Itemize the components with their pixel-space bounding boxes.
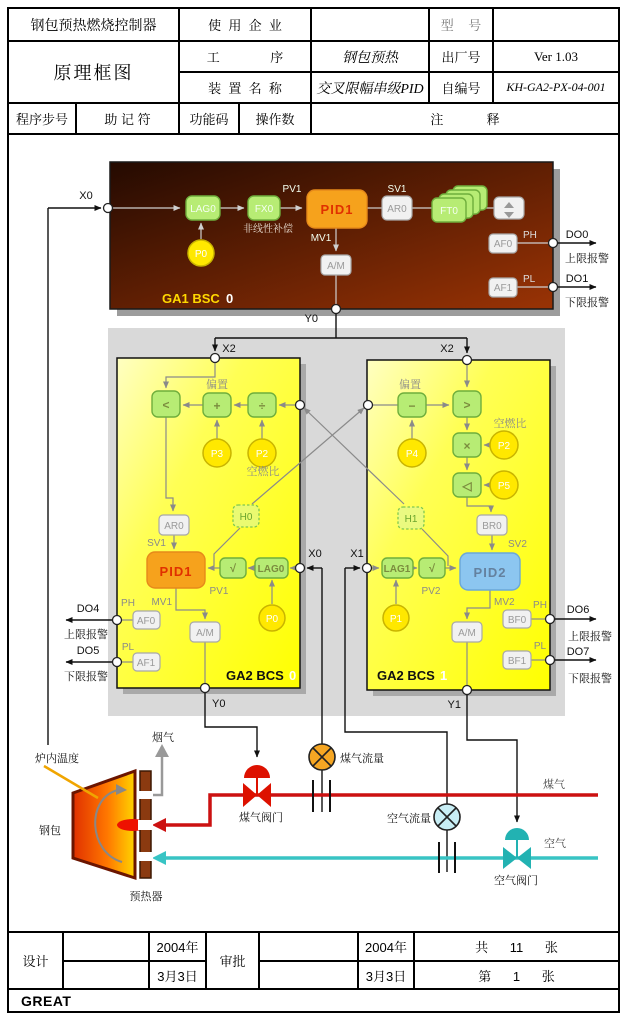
- am-label: A/M: [458, 628, 476, 639]
- bcs0-tag-num: 0: [289, 668, 297, 683]
- bias-label: 偏置: [399, 379, 421, 391]
- approve-name-cell: [260, 933, 359, 962]
- enterprise-label: 使 用 企 业: [180, 9, 312, 42]
- p0-label: P0: [265, 614, 279, 625]
- do1-note: 下限报警: [565, 297, 609, 309]
- p2-label: P2: [497, 441, 511, 452]
- x1-mid-label: X1: [350, 548, 364, 560]
- col-step: 程序步号: [9, 104, 77, 135]
- device-label: 装 置 名 称: [180, 73, 312, 104]
- bcs1-tag-num: 1: [440, 668, 448, 683]
- mv1-label: MV1: [310, 233, 332, 244]
- bf1-label: BF1: [507, 656, 527, 667]
- p4-label: P4: [405, 449, 419, 460]
- pl-label: PL: [533, 641, 547, 652]
- bcs0-tag: GA2 BCS: [226, 668, 284, 683]
- process-label: 工 序: [180, 42, 312, 73]
- af0-label: AF0: [493, 239, 513, 250]
- do6-label: DO6: [566, 604, 590, 616]
- lag0-label: LAG0: [190, 204, 216, 215]
- gas-label: 煤气: [543, 779, 565, 791]
- add-glyph: +: [213, 399, 221, 413]
- temp-pointer-line: [44, 766, 98, 798]
- low-select-glyph: <: [162, 398, 170, 412]
- h0-label: H0: [239, 512, 253, 523]
- approve-name-cell2: [260, 962, 359, 988]
- mv2-label: MV2: [494, 597, 515, 608]
- ar0-label: AR0: [164, 521, 184, 532]
- pl-label: PL: [523, 274, 536, 285]
- product-title: 钢包预热燃烧控制器: [9, 9, 180, 42]
- x0-top-label: X0: [79, 190, 93, 202]
- x0-mid-label: X0: [308, 548, 322, 560]
- ar0-label: AR0: [387, 204, 407, 215]
- ratio-label: 空燃比: [493, 418, 527, 430]
- fx0-note: 非线性补偿: [243, 224, 293, 235]
- ph-label: PH: [533, 600, 547, 611]
- ph-label: PH: [523, 230, 537, 241]
- air-label: 空气: [544, 838, 566, 850]
- flue-line: [151, 755, 162, 795]
- bsc-tag: GA1 BSC: [162, 291, 220, 306]
- process-value: 钢包预热: [312, 42, 430, 73]
- air-valve-label: 空气阀门: [494, 875, 538, 887]
- col-operand: 操作数: [240, 104, 312, 135]
- p2-label: P2: [255, 449, 269, 460]
- device-value: 交叉限幅串级PID: [312, 73, 430, 104]
- ratio-label: 空燃比: [246, 466, 280, 478]
- flue-port: [138, 791, 153, 799]
- x2-left-label: X2: [222, 343, 236, 355]
- p3-label: P3: [210, 449, 224, 460]
- gas-pipe-arrow-icon: [152, 818, 166, 832]
- preheater-label: 预热器: [129, 891, 163, 903]
- do4-label: DO4: [76, 603, 100, 615]
- gas-valve: [243, 765, 271, 807]
- ft0-label: FT0: [440, 206, 458, 217]
- x2-right-label: X2: [440, 343, 454, 355]
- do5-note: 下限报警: [64, 671, 108, 683]
- do7-label: DO7: [566, 646, 590, 658]
- do6-note: 上限报警: [568, 631, 612, 643]
- af0-label: AF0: [136, 616, 156, 627]
- pl-label: PL: [121, 642, 135, 653]
- sqrt-glyph: √: [428, 563, 436, 575]
- air-flow-meter: [434, 804, 460, 830]
- sheets-total: 共 11 张: [415, 933, 618, 962]
- model-value: [494, 9, 618, 42]
- gas-flow-meter: [309, 744, 335, 770]
- bcs1-tag: GA2 BCS: [377, 668, 435, 683]
- am-label: A/M: [327, 261, 345, 272]
- gas-port: [138, 820, 153, 830]
- pid1-label: PID1: [159, 564, 193, 579]
- flue-label: 烟气: [152, 732, 174, 744]
- p1-label: P1: [389, 614, 403, 625]
- do0-label: DO0: [565, 229, 589, 241]
- furnace-temp-label: 炉内温度: [35, 753, 79, 765]
- bsc-ga1-block: [110, 162, 560, 316]
- y0-bot-label: Y0: [212, 698, 226, 710]
- bsc-body: [110, 162, 553, 309]
- approve-year: 2004年: [359, 933, 415, 962]
- sv1-label: SV1: [147, 538, 166, 549]
- multiply-glyph: ×: [463, 439, 471, 453]
- mv1-label: MV1: [151, 597, 172, 608]
- setter-block: [494, 197, 524, 219]
- col-funccode: 功能码: [180, 104, 240, 135]
- bsc-tag-num: 0: [226, 291, 234, 306]
- h1-label: H1: [404, 514, 418, 525]
- serial-label: 自编号: [430, 73, 494, 104]
- col-mnemonic: 助 记 符: [77, 104, 180, 135]
- serial-value: KH-GA2-PX-04-001: [494, 73, 618, 104]
- pv1-label: PV1: [209, 586, 229, 597]
- fx0-label: FX0: [254, 204, 274, 215]
- sv2-label: SV2: [508, 539, 527, 550]
- af1-label: AF1: [136, 658, 156, 669]
- doc-title: 原理框图: [9, 42, 180, 104]
- ph-label: PH: [121, 598, 135, 609]
- plant-area: [44, 744, 598, 878]
- br0-label: BR0: [482, 521, 502, 532]
- approve-label: 审批: [207, 933, 260, 988]
- do7-note: 下限报警: [568, 673, 612, 685]
- factory-no-label: 出厂号: [430, 42, 494, 73]
- design-name-cell: [64, 933, 150, 962]
- high-select-glyph: >: [463, 398, 471, 412]
- y1-bot-label: Y1: [447, 699, 461, 711]
- pid2-label: PID2: [473, 565, 507, 580]
- do4-note: 上限报警: [64, 629, 108, 641]
- pv1-label: PV1: [282, 184, 302, 195]
- air-port: [138, 852, 153, 861]
- design-day: 3月3日: [150, 962, 207, 988]
- do0-note: 上限报警: [565, 253, 609, 265]
- y0-top-label: Y0: [304, 313, 318, 325]
- gas-pipe: [165, 795, 598, 825]
- bf0-label: BF0: [507, 615, 527, 626]
- gas-valve-label: 煤气阀门: [239, 812, 283, 824]
- lag1-label: LAG1: [383, 564, 411, 575]
- approve-day: 3月3日: [359, 962, 415, 988]
- air-flow-label: 空气流量: [387, 813, 431, 825]
- sheet-no: 第 1 张: [478, 968, 555, 984]
- model-label: 型 号: [430, 9, 494, 42]
- ladle-label: 钢包: [39, 825, 61, 837]
- design-year: 2004年: [150, 933, 207, 962]
- am-label: A/M: [196, 628, 214, 639]
- divide-glyph: ÷: [258, 399, 266, 413]
- air-valve: [503, 828, 531, 869]
- af1-label: AF1: [493, 283, 513, 294]
- pv2-label: PV2: [421, 586, 441, 597]
- flue-arrow-icon: [155, 744, 169, 757]
- p5-label: P5: [497, 481, 511, 492]
- lag0-label: LAG0: [257, 564, 285, 575]
- factory-no-value: Ver 1.03: [494, 42, 618, 73]
- do5-label: DO5: [76, 645, 100, 657]
- sqrt-glyph: √: [229, 563, 237, 575]
- design-label: 设计: [9, 933, 64, 988]
- rate-limit-glyph: ◁: [462, 479, 472, 493]
- design-name-cell2: [64, 962, 150, 988]
- p0-label: P0: [194, 249, 208, 260]
- bias-label: 偏置: [206, 379, 228, 391]
- col-note: 注 释: [312, 104, 618, 135]
- principle-diagram: [9, 135, 618, 931]
- pid1-label: PID1: [320, 202, 354, 217]
- subtract-glyph: −: [408, 399, 416, 413]
- enterprise-value: [312, 9, 430, 42]
- brand-logo: GREAT: [9, 988, 618, 1011]
- do1-label: DO1: [565, 273, 589, 285]
- sv1-label: SV1: [387, 184, 407, 195]
- air-pipe-arrow-icon: [152, 851, 166, 865]
- gas-flow-label: 煤气流量: [340, 753, 384, 765]
